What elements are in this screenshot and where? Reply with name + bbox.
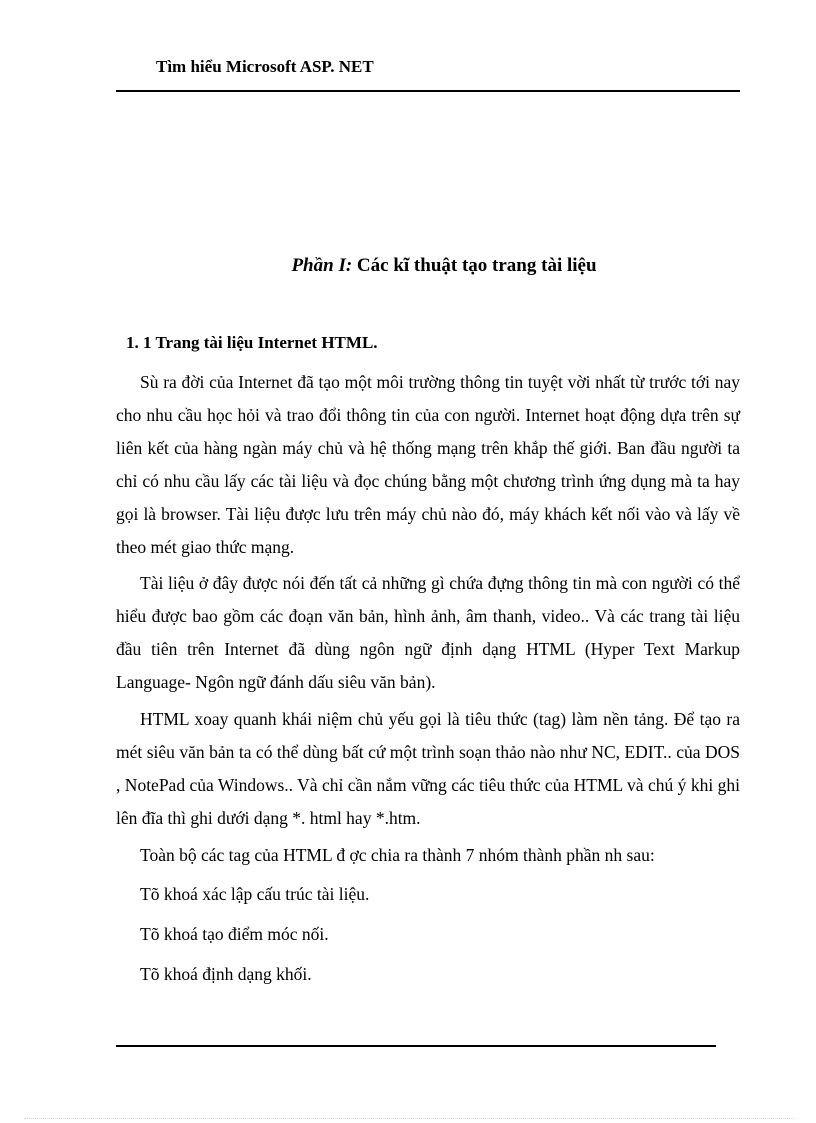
footer-divider bbox=[116, 1045, 716, 1047]
text-line: Toàn bộ các tag của HTML đ ợc chia ra thành 7 nhóm thành phần nh sau: bbox=[140, 845, 655, 865]
section-heading: 1. 1 Trang tài liệu Internet HTML. bbox=[126, 333, 378, 352]
text-line: Tõ khoá định dạng khối. bbox=[140, 964, 312, 984]
text-line: Tõ khoá tạo điểm móc nối. bbox=[140, 924, 329, 944]
page-edge-divider bbox=[24, 1118, 794, 1119]
header-divider bbox=[116, 90, 740, 92]
paragraph: Tài liệu ở đây được nói đến tất cả những gì chứa đựng thông tin mà con người có thể hiểu được bao gồm các đoạn văn bản, hình ảnh, âm thanh, video.. Và các trang tài liệu đầu tiên trên Internet đã dùng ngôn ngữ định dạng HTML (Hyper Text Markup Language- Ngôn ngữ đánh dấu siêu văn bản). bbox=[116, 573, 740, 692]
chapter-label: Phần I: bbox=[291, 255, 353, 276]
paragraph: Sù ra đời của Internet đã tạo một môi trường thông tin tuyệt vời nhất từ trước tới nay cho nhu cầu học hỏi và trao đổi thông tin của con người. Internet hoạt động dựa trên sự liên kết của hàng ngàn máy chủ và hệ thống mạng trên khắp thế giới. Ban đầu người ta chỉ có nhu cầu lấy các tài liệu và đọc chúng bằng một chương trình ứng dụng mà ta hay gọi là browser. Tài liệu được lưu trên máy chủ nào đó, máy khách kết nối vào và lấy về theo mét giao thức mạng. bbox=[116, 372, 740, 557]
paragraph: HTML xoay quanh khái niệm chủ yếu gọi là tiêu thức (tag) làm nền tảng. Để tạo ra mét siêu văn bản ta có thể dùng bất cứ một trình soạn thảo nào như NC, EDIT.. của DOS , NotePad của Windows.. Và chỉ cần nắm vững các tiêu thức của HTML và chú ý khi ghi lên đĩa thì ghi dưới dạng *. html hay *.htm. bbox=[116, 709, 740, 828]
chapter-heading bbox=[0, 255, 816, 277]
running-header: Tìm hiểu Microsoft ASP. NET bbox=[156, 57, 374, 76]
text-line: Tõ khoá xác lập cấu trúc tài liệu. bbox=[140, 884, 370, 904]
chapter-title: Các kĩ thuật tạo trang tài liệu bbox=[356, 255, 597, 276]
